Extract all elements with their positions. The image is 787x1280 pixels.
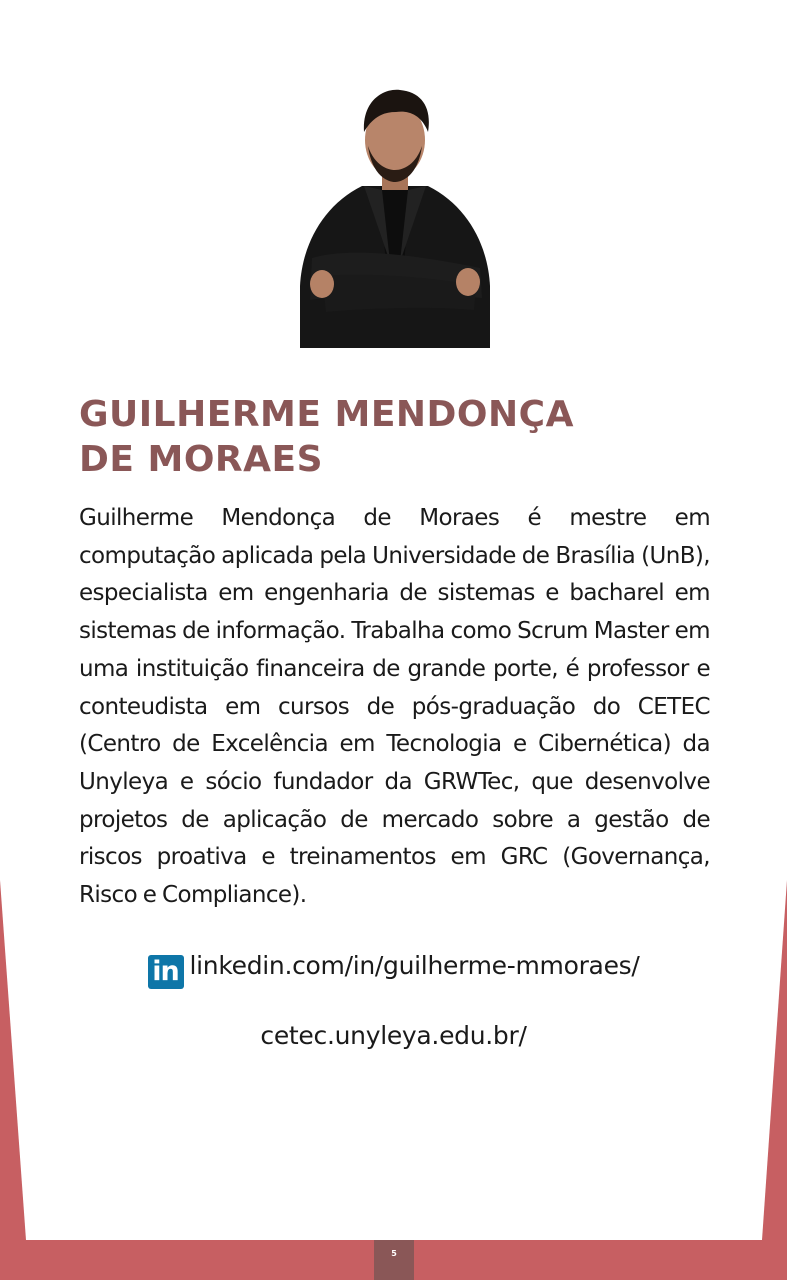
linkedin-icon: in: [148, 955, 184, 989]
right-side-stripe: [762, 880, 787, 1240]
linkedin-row[interactable]: [0, 951, 787, 989]
author-photo: [292, 86, 498, 348]
author-bio: Guilherme Mendonça de Moraes é mestre em computação aplicada pela Universidade de Brasília (UnB), especialista em engenharia de sistemas e bacharel em sistemas de informação. Trabalha como Scrum Master em uma instituição financeira de grande porte, é professor e conteudista em cursos de pós-graduação do CETEC (Centro de Excelência em Tecnologia e Cibernética) da Unyleya e sócio fundador da GRWTec, que desenvolve projetos de aplicação de mercado sobre a gestão de riscos proativa e treinamentos em GRC (Governança, Risco e Compliance).: [79, 505, 710, 909]
author-name-line1: GUILHERME MENDONÇA: [79, 394, 574, 435]
author-name-line2: DE MORAES: [79, 439, 324, 480]
website-link[interactable]: cetec.unyleya.edu.br/: [260, 1021, 527, 1050]
page-number: 5: [374, 1240, 414, 1280]
left-side-stripe: [0, 880, 26, 1240]
author-name: [79, 392, 719, 482]
linkedin-link[interactable]: linkedin.com/in/guilherme-mmoraes/: [189, 951, 640, 980]
